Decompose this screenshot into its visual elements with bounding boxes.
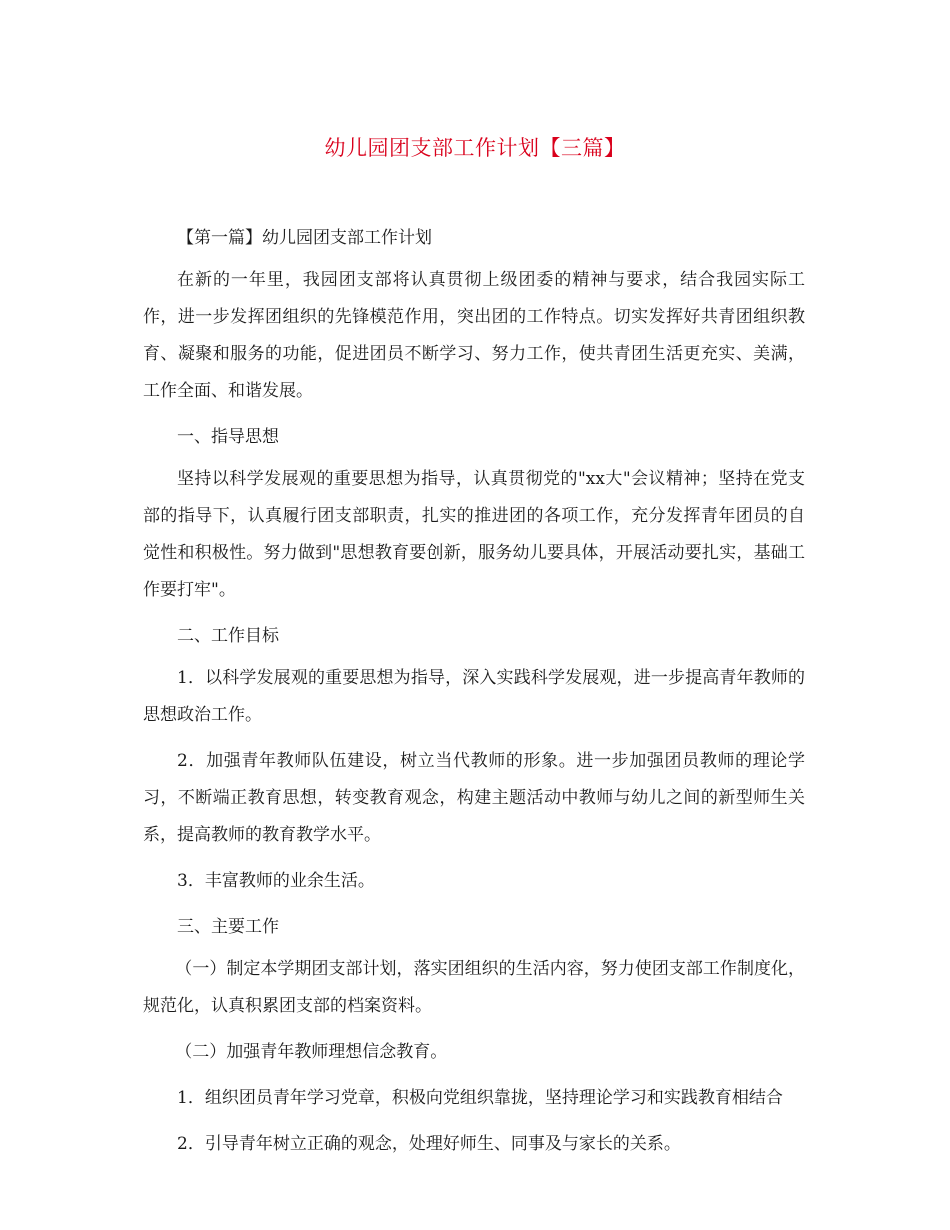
paragraph-main-work-1: （一）制定本学期团支部计划，落实团组织的生活内容，努力使团支部工作制度化，规范化，认真积累团支部的档案资料。 <box>143 959 805 1016</box>
paragraph-goal-3: 3．丰富教师的业余生活。 <box>177 871 375 891</box>
document-body <box>143 220 805 1172</box>
section-heading-main-work: 三、主要工作 <box>177 917 279 937</box>
document-title: 幼儿园团支部工作计划【三篇】 <box>324 136 626 160</box>
paragraph-main-work-2-item-2: 2．引导青年树立正确的观念，处理好师生、同事及与家长的关系。 <box>177 1134 681 1154</box>
section-heading-work-goals: 二、工作目标 <box>177 626 279 646</box>
paragraph-intro: 在新的一年里，我园团支部将认真贯彻上级团委的精神与要求，结合我园实际工作，进一步发挥团组织的先锋模范作用，突出团的工作特点。切实发挥好共青团组织教育、凝聚和服务的功能，促进团员不断学习、努力工作，使共青团生活更充实、美满，工作全面、和谐发展。 <box>143 270 805 401</box>
paragraph-main-work-2-item-1: 1．组织团员青年学习党章，积极向党组织靠拢，坚持理论学习和实践教育相结合 <box>177 1088 783 1108</box>
section-heading-first-article: 【第一篇】幼儿园团支部工作计划 <box>177 228 432 248</box>
paragraph-goal-1: 1．以科学发展观的重要思想为指导，深入实践科学发展观，进一步提高青年教师的思想政治工作。 <box>143 668 805 725</box>
paragraph-goal-2: 2．加强青年教师队伍建设，树立当代教师的形象。进一步加强团员教师的理论学习，不断端正教育思想，转变教育观念，构建主题活动中教师与幼儿之间的新型师生关系，提高教师的教育教学水平。 <box>143 751 805 845</box>
paragraph-main-work-2: （二）加强青年教师理想信念教育。 <box>175 1042 448 1062</box>
paragraph-guiding-ideology: 坚持以科学发展观的重要思想为指导，认真贯彻党的"xx大"会议精神；坚持在党支部的指导下，认真履行团支部职责，扎实的推进团的各项工作，充分发挥青年团员的自觉性和积极性。努力做到"思想教育要创新，服务幼儿要具体，开展活动要扎实，基础工作要打牢"。 <box>143 469 805 600</box>
section-heading-guiding-ideology: 一、指导思想 <box>177 427 279 447</box>
